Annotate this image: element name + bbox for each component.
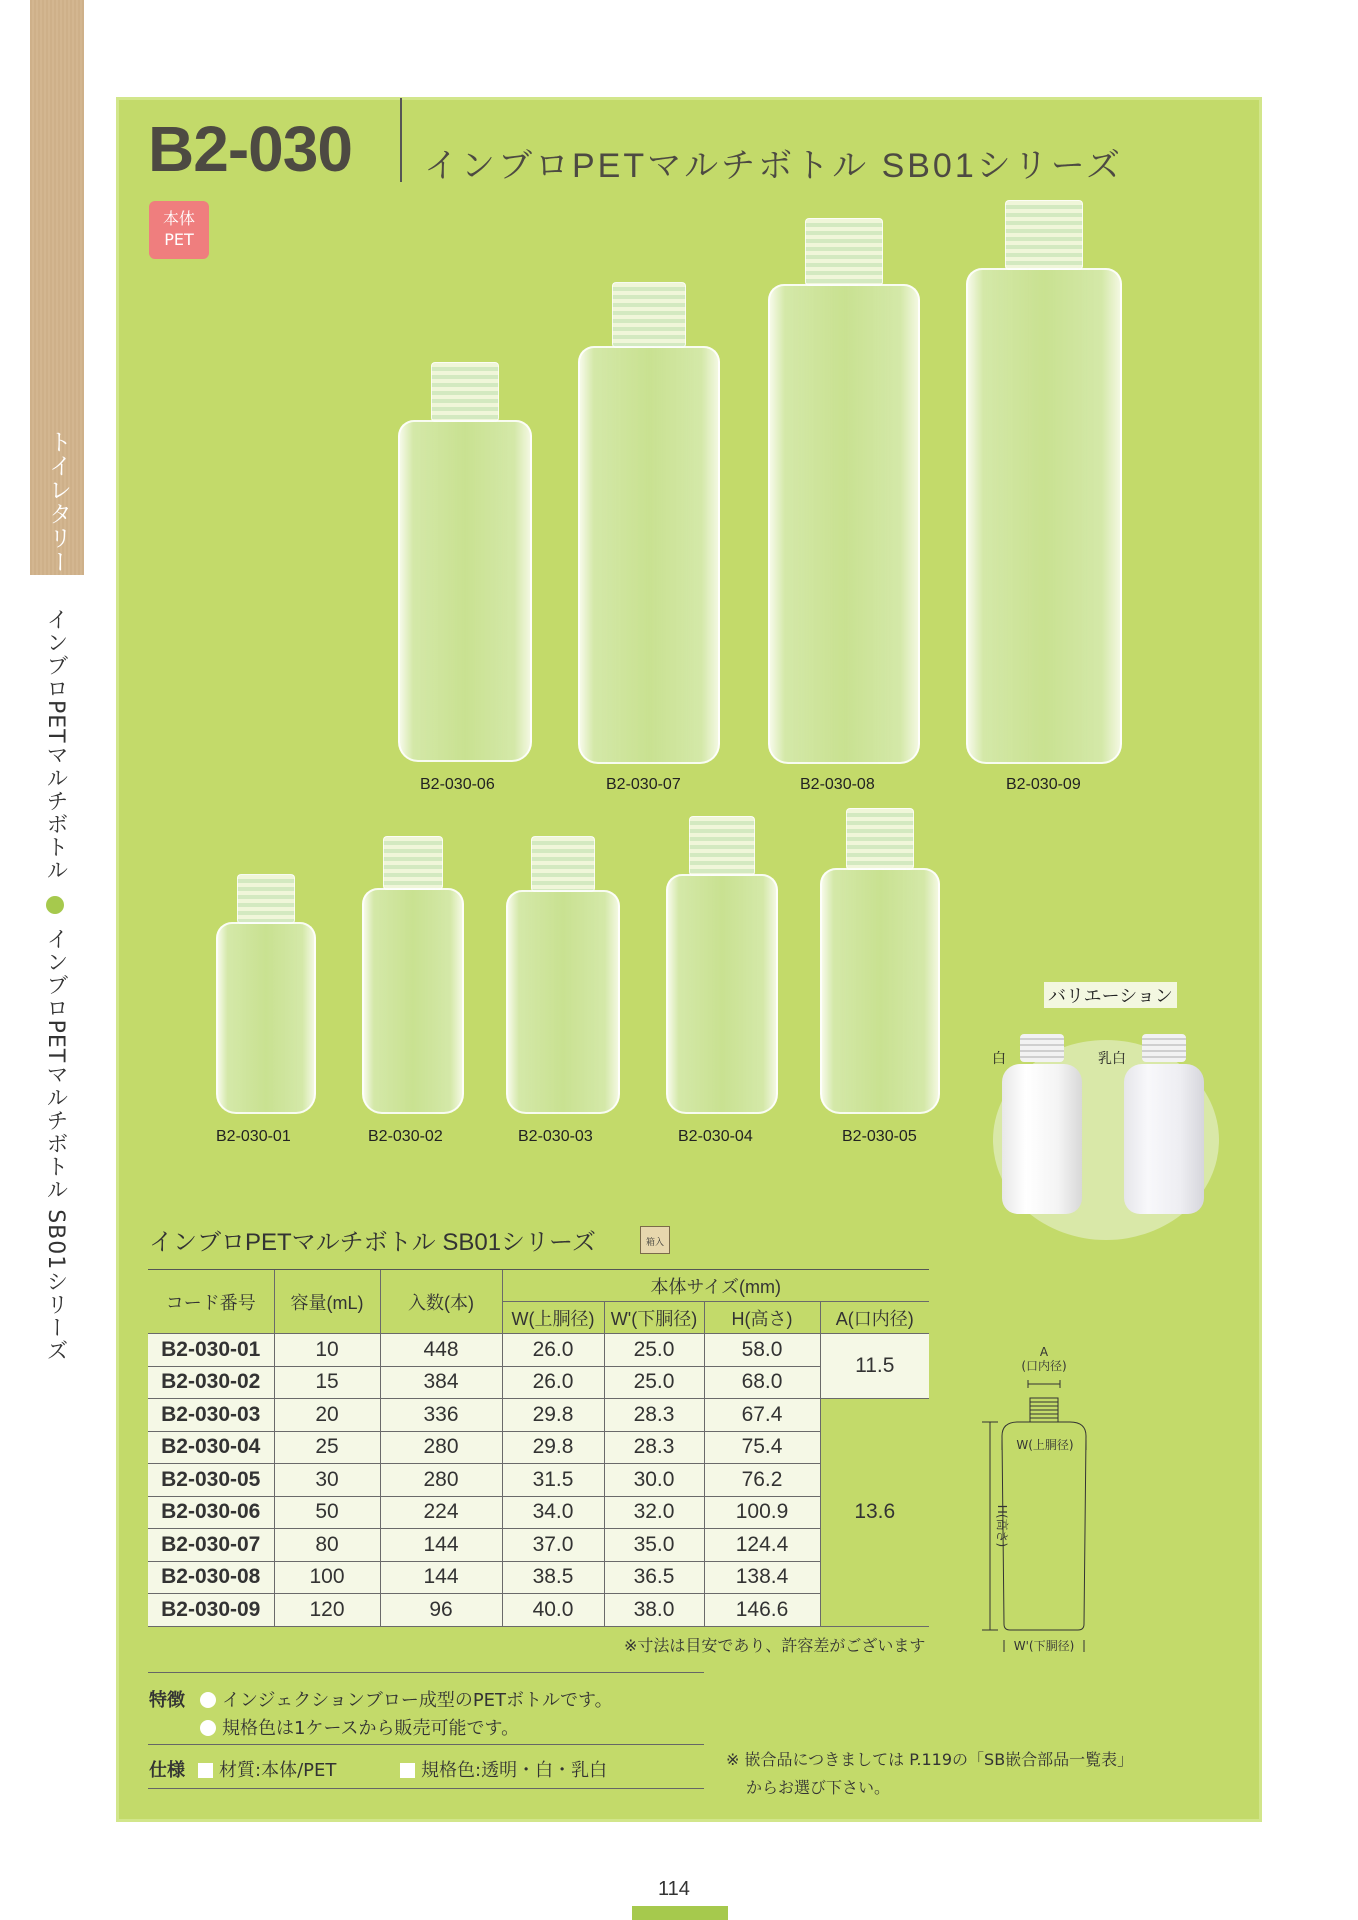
bullet-circle-icon: [200, 1720, 216, 1736]
header-a: A(口内径): [820, 1302, 929, 1334]
cell-quantity: 280: [380, 1464, 502, 1497]
specs-bottom-rule: [148, 1788, 704, 1789]
cell-h: 58.0: [704, 1334, 820, 1367]
bottle-label-02: B2-030-02: [368, 1128, 443, 1145]
cell-quantity: 96: [380, 1594, 502, 1627]
title-divider: [400, 98, 402, 182]
page-number: 114: [658, 1878, 690, 1900]
cell-quantity: 224: [380, 1496, 502, 1529]
diagram-label-a-sub: (口内径): [1021, 1359, 1067, 1373]
table-row: [148, 1399, 929, 1432]
cell-w-upper: 34.0: [502, 1496, 604, 1529]
white-bottle-image: [1002, 1034, 1082, 1214]
cell-code: B2-030-03: [148, 1399, 274, 1432]
bottle-label-05: B2-030-05: [842, 1128, 917, 1145]
specs-head: 仕様: [149, 1760, 185, 1781]
cell-w-upper: 40.0: [502, 1594, 604, 1627]
table-row: [148, 1431, 929, 1464]
cell-w-lower: 32.0: [604, 1496, 704, 1529]
bottle-label-09: B2-030-09: [1006, 776, 1081, 793]
bottle-image-08: [768, 218, 920, 764]
product-code: B2-030: [148, 113, 352, 185]
bottle-label-07: B2-030-07: [606, 776, 681, 793]
features-top-rule: [148, 1672, 704, 1673]
cell-w-lower: 35.0: [604, 1529, 704, 1562]
cell-w-lower: 28.3: [604, 1431, 704, 1464]
cell-h: 76.2: [704, 1464, 820, 1497]
cell-capacity: 120: [274, 1594, 380, 1627]
cell-quantity: 280: [380, 1431, 502, 1464]
variation-milky-label: 乳白: [1098, 1051, 1126, 1067]
diagram-label-h: H(高さ): [995, 1504, 1009, 1548]
header-code: コード番号: [148, 1270, 274, 1334]
cell-h: 68.0: [704, 1366, 820, 1399]
bullet-square-icon: [198, 1763, 213, 1778]
header-w-upper: W(上胴径): [502, 1302, 604, 1334]
spec-colors: 規格色:透明・白・乳白: [400, 1756, 607, 1782]
page-number-bar: [632, 1906, 728, 1920]
dimension-diagram: [958, 1340, 1108, 1660]
bullet-square-icon: [400, 1763, 415, 1778]
cell-w-upper: 31.5: [502, 1464, 604, 1497]
size-note: ※寸法は目安であり、許容差がございます: [624, 1636, 926, 1655]
bottle-label-04: B2-030-04: [678, 1128, 753, 1145]
cell-capacity: 100: [274, 1561, 380, 1594]
table-row: [148, 1561, 929, 1594]
cell-a: 11.5: [820, 1334, 929, 1399]
cell-code: B2-030-02: [148, 1366, 274, 1399]
cell-quantity: 144: [380, 1561, 502, 1594]
box-icon: 箱入: [640, 1226, 670, 1254]
bottle-image-06: [398, 362, 532, 762]
cell-h: 124.4: [704, 1529, 820, 1562]
cell-code: B2-030-07: [148, 1529, 274, 1562]
cell-capacity: 80: [274, 1529, 380, 1562]
fitting-note-line1: ※ 嵌合品につきましては P.119の「SB嵌合部品一覧表」: [726, 1750, 1134, 1769]
sidebar-dot-icon: [46, 896, 64, 914]
cell-code: B2-030-06: [148, 1496, 274, 1529]
fitting-note-line2: からお選び下さい。: [746, 1778, 891, 1797]
cell-w-upper: 29.8: [502, 1399, 604, 1432]
cell-w-lower: 25.0: [604, 1334, 704, 1367]
cell-quantity: 144: [380, 1529, 502, 1562]
cell-code: B2-030-01: [148, 1334, 274, 1367]
cell-code: B2-030-09: [148, 1594, 274, 1627]
header-h: H(高さ): [704, 1302, 820, 1334]
sidebar-section-b: インブロPETマルチボトル SB01シリーズ: [43, 927, 68, 1363]
cell-h: 100.9: [704, 1496, 820, 1529]
cell-capacity: 30: [274, 1464, 380, 1497]
material-badge-line2: PET: [164, 230, 194, 249]
cell-h: 138.4: [704, 1561, 820, 1594]
cell-quantity: 448: [380, 1334, 502, 1367]
header-w-lower: W'(下胴径): [604, 1302, 704, 1334]
milky-bottle-image: [1124, 1034, 1204, 1214]
bottle-label-08: B2-030-08: [800, 776, 875, 793]
bottle-label-06: B2-030-06: [420, 776, 495, 793]
cell-w-upper: 26.0: [502, 1366, 604, 1399]
cell-capacity: 20: [274, 1399, 380, 1432]
table-row: [148, 1334, 929, 1367]
cell-capacity: 15: [274, 1366, 380, 1399]
diagram-label-w-lower: W'(下胴径): [1013, 1639, 1075, 1653]
cell-capacity: 10: [274, 1334, 380, 1367]
variation-white-label: 白: [992, 1051, 1006, 1067]
table-row: [148, 1366, 929, 1399]
material-badge-line1: 本体: [162, 209, 195, 228]
cell-code: B2-030-08: [148, 1561, 274, 1594]
bottle-image-02: [362, 836, 464, 1114]
cell-h: 75.4: [704, 1431, 820, 1464]
cell-w-lower: 30.0: [604, 1464, 704, 1497]
cell-h: 67.4: [704, 1399, 820, 1432]
cell-capacity: 50: [274, 1496, 380, 1529]
table-row: [148, 1496, 929, 1529]
cell-w-lower: 38.0: [604, 1594, 704, 1627]
product-title: インブロPETマルチボトル SB01シリーズ: [424, 147, 1124, 185]
table-row: [148, 1464, 929, 1497]
cell-quantity: 336: [380, 1399, 502, 1432]
cell-code: B2-030-05: [148, 1464, 274, 1497]
cell-w-lower: 25.0: [604, 1366, 704, 1399]
diagram-label-w-upper: W(上胴径): [1016, 1438, 1074, 1452]
cell-w-upper: 29.8: [502, 1431, 604, 1464]
header-body-size: 本体サイズ(mm): [502, 1270, 929, 1302]
material-badge: [149, 201, 209, 259]
cell-w-upper: 38.5: [502, 1561, 604, 1594]
bottle-image-05: [820, 808, 940, 1114]
spec-material: 材質:本体/PET: [198, 1756, 336, 1782]
cell-h: 146.6: [704, 1594, 820, 1627]
cell-a: 13.6: [820, 1399, 929, 1627]
sidebar-section-a: インブロPETマルチボトル: [43, 608, 68, 882]
feature-item-2: 規格色は1ケースから販売可能です。: [200, 1714, 519, 1740]
features-head: 特徴: [149, 1690, 185, 1711]
cell-w-lower: 28.3: [604, 1399, 704, 1432]
cell-w-lower: 36.5: [604, 1561, 704, 1594]
table-title: インブロPETマルチボトル SB01シリーズ: [149, 1229, 596, 1256]
bottle-image-09: [966, 200, 1122, 764]
sidebar-section-label: [40, 608, 71, 1362]
table-row: [148, 1529, 929, 1562]
bottle-image-07: [578, 282, 720, 764]
cell-capacity: 25: [274, 1431, 380, 1464]
bottle-image-03: [506, 836, 620, 1114]
bottle-image-01: [216, 874, 316, 1114]
fitting-note: [726, 1746, 1133, 1802]
bottle-image-04: [666, 816, 778, 1114]
cell-quantity: 384: [380, 1366, 502, 1399]
cell-code: B2-030-04: [148, 1431, 274, 1464]
bottle-label-03: B2-030-03: [518, 1128, 593, 1145]
cell-w-upper: 37.0: [502, 1529, 604, 1562]
table-row: [148, 1594, 929, 1627]
spec-table: [148, 1269, 929, 1627]
diagram-label-a: A: [1039, 1345, 1049, 1359]
header-quantity: 入数(本): [380, 1270, 502, 1334]
bottle-label-01: B2-030-01: [216, 1128, 291, 1145]
variation-title: バリエーション: [1044, 982, 1177, 1008]
sidebar-category-label: トイレタリー: [45, 430, 71, 574]
cell-w-upper: 26.0: [502, 1334, 604, 1367]
feature-item-1: インジェクションブロー成型のPETボトルです。: [200, 1686, 613, 1712]
specs-top-rule: [148, 1744, 704, 1745]
bullet-circle-icon: [200, 1692, 216, 1708]
header-capacity: 容量(mL): [274, 1270, 380, 1334]
